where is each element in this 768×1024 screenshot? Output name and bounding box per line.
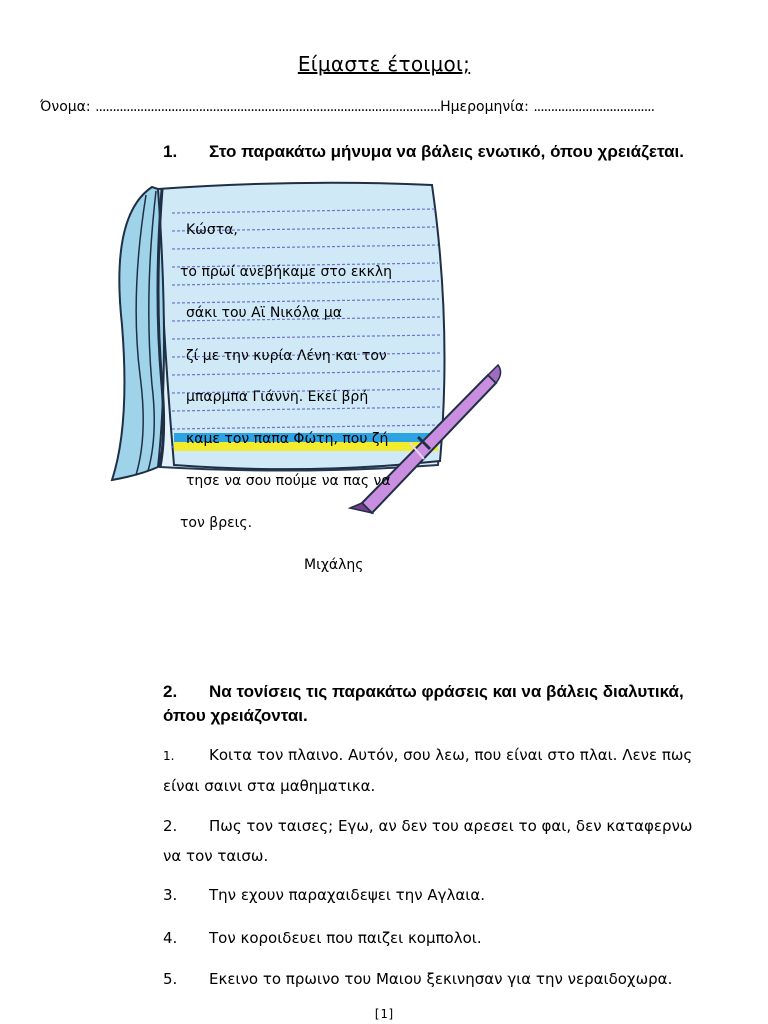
question-2-text: Να τονίσεις τις παρακάτω φράσεις και να βάλεις διαλυτικά, [209, 682, 684, 701]
list-item-text: Τον κοροιδευει που παιζει κομπολοι. [209, 929, 482, 947]
letter-line: τον βρεις. [180, 515, 253, 531]
list-item [163, 811, 763, 871]
page-title: Είμαστε έτοιμοι; [297, 52, 471, 76]
date-field[interactable]: ................................... [533, 99, 655, 115]
question-2-heading [163, 680, 763, 728]
list-item [163, 740, 763, 801]
letter-line: σάκι του Αϊ Νικόλα μα [186, 305, 342, 321]
question-1-number: 1. [163, 142, 178, 161]
question-2-number: 2. [163, 682, 178, 701]
list-item-text: Την εχουν παραχαιδεψει την Αγλαια. [209, 886, 485, 904]
list-item-number: 3. [163, 886, 178, 904]
question-1-heading [163, 140, 684, 164]
name-date-row [40, 99, 654, 115]
letter-line: Κώστα, [186, 222, 238, 238]
list-item [163, 880, 763, 910]
name-field[interactable]: .................................................................................................... [95, 99, 441, 115]
list-item-number: 2. [163, 817, 178, 835]
letter-signature: Μιχάλης [304, 557, 364, 573]
list-item-text: Κοιτα τον πλαινο. Αυτόν, σου λεω, που είναι στο πλαι. Λενε πως [209, 746, 693, 764]
letter-line: ζί με την κυρία Λένη και τον [186, 348, 387, 364]
question-2-text-continued: όπου χρειάζονται. [163, 706, 308, 725]
name-label: Όνομα: [40, 99, 91, 115]
notebook-curled-pages [112, 187, 164, 480]
date-label: Ημερομηνία: [440, 99, 529, 115]
list-item-text-continued: να τον ταισω. [163, 847, 269, 865]
letter-line: το πρωί ανεβήκαμε στο εκκλη [180, 264, 393, 280]
list-item [163, 964, 763, 994]
list-item [163, 923, 763, 953]
list-item-number: 5. [163, 970, 178, 988]
question-1-text: Στο παρακάτω μήνυμα να βάλεις ενωτικό, όπου χρειάζεται. [209, 142, 685, 161]
list-item-number: 1. [163, 749, 175, 763]
letter-line: καμε τον παπα Φώτη, που ζή [186, 431, 389, 447]
list-item-text: Πως τον ταισες; Εγω, αν δεν του αρεσει το φαι, δεν καταφερνω [209, 817, 693, 835]
list-item-text: Εκεινο το πρωινο του Μαιου ξεκινησαν για την νεραιδοχωρα. [209, 970, 673, 988]
list-item-number: 4. [163, 929, 178, 947]
notebook-illustration [100, 175, 520, 515]
page-number: [1] [373, 1007, 395, 1021]
list-item-text-continued: είναι σαινι στα μαθηματικα. [163, 777, 376, 795]
letter-line: τησε να σου πούμε να πας να [186, 473, 391, 489]
letter-line: μπαρμπα Γιάννη. Εκεί βρή [186, 389, 369, 405]
